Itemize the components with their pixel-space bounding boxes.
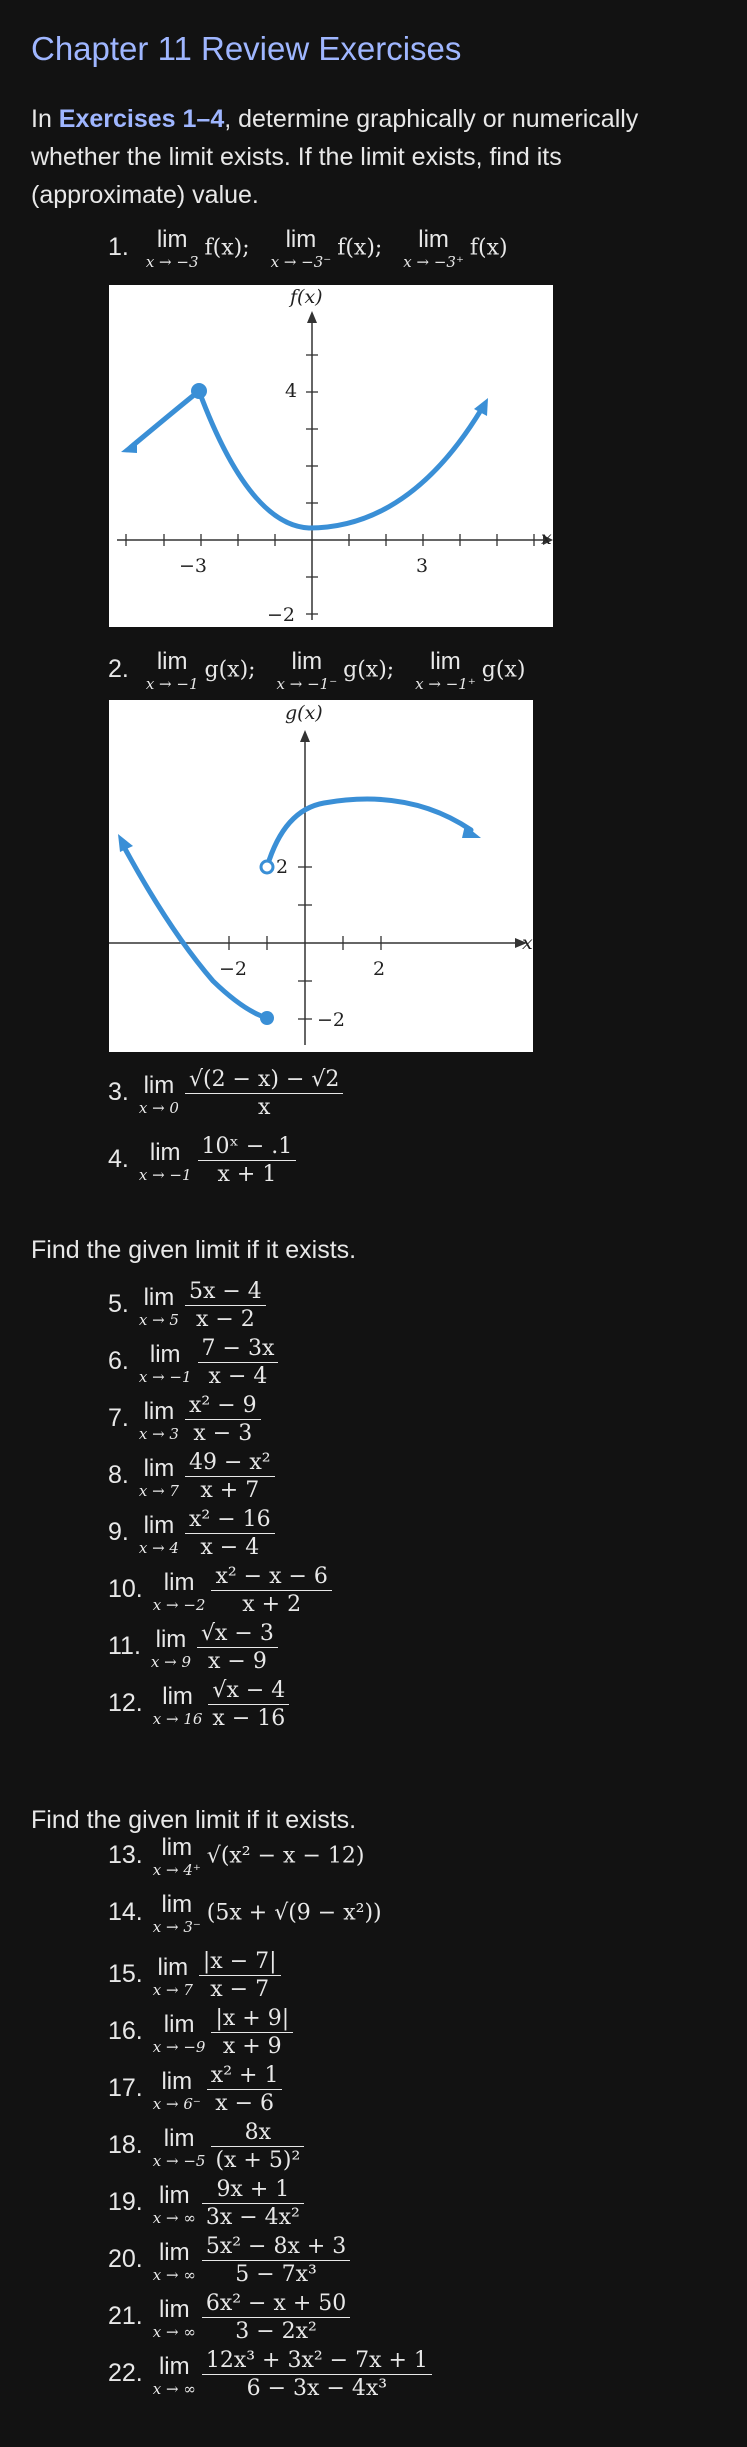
y-axis-label: g(x)	[285, 702, 323, 724]
limit-operator: lim x → −3⁻	[270, 226, 332, 271]
exercise-number: 19.	[108, 2188, 143, 2217]
function-expr: g(x);	[343, 657, 395, 683]
exercise-item	[108, 2062, 282, 2117]
exercise-item	[108, 1891, 382, 1935]
exercise-item	[108, 1392, 261, 1447]
fraction: $\frac{\text{10ˣ − .1}}{x + 1}$	[198, 1133, 297, 1188]
y-axis-label: f(x)	[290, 286, 323, 308]
exercise-item	[108, 1620, 278, 1675]
limit-operator: lim x → −9	[152, 2010, 206, 2056]
exercise-item	[108, 1834, 364, 1878]
y-tick-label: −2	[317, 1009, 346, 1031]
limit-operator: lim x → ∞	[152, 2238, 196, 2284]
limit-operator: lim x → 0	[138, 1071, 179, 1117]
exercise-number: 9.	[108, 1518, 129, 1547]
exercise-number: 15.	[108, 1960, 143, 1989]
exercise-item	[108, 2347, 432, 2402]
fraction: $\frac{5x - 4}{x - 2}$	[185, 1278, 266, 1333]
y-tick-label: 2	[276, 856, 289, 878]
limit-operator: lim x → −2	[152, 1568, 206, 1614]
function-expr: f(x)	[469, 235, 508, 261]
exercise-number: 3.	[108, 1078, 129, 1107]
exercise-number: 18.	[108, 2131, 143, 2160]
function-expr: g(x);	[204, 657, 256, 683]
fraction: $\frac{\text{x² − 9}}{x - 3}$	[185, 1392, 261, 1447]
limit-operator: lim x → −1	[138, 1340, 192, 1386]
exercise-number: 16.	[108, 2017, 143, 2046]
exercise-number: 5.	[108, 1290, 129, 1319]
x-tick-label: 2	[373, 958, 386, 980]
limit-operator: lim x → 4	[138, 1511, 179, 1557]
limit-operator: lim x → −1⁻	[276, 648, 338, 693]
limit-operator: lim x → 5	[138, 1283, 179, 1329]
fraction: $\frac{\text{5x² − 8x + 3}}{\text{5 − 7x³}}$	[202, 2233, 350, 2288]
fraction: $\frac{\text{6x² − x + 50}}{\text{3 − 2x²}}$	[202, 2290, 350, 2345]
fraction: $\frac{|x - 7|}{x - 7}$	[199, 1948, 281, 2003]
limit-operator: lim x → −1⁺	[415, 648, 476, 693]
intro-paragraph	[31, 100, 721, 214]
exercise-1	[108, 226, 508, 270]
graph-background	[109, 700, 533, 1052]
fraction: $\frac{8x}{\text{(x + 5)²}}$	[211, 2119, 304, 2174]
fraction: $\frac{\text{x² − x − 6}}{x + 2}$	[211, 1563, 331, 1618]
limit-operator: lim x → 4⁺	[152, 1834, 201, 1879]
exercise-item	[108, 1563, 332, 1618]
limit-operator: lim x → 16	[152, 1682, 203, 1728]
exercise-number: 12.	[108, 1689, 143, 1718]
section-heading: Find the given limit if it exists.	[31, 1236, 357, 1264]
expression: √(x² − x − 12)	[206, 1843, 365, 1869]
x-axis-label: x	[522, 932, 533, 954]
x-tick-label: −2	[219, 958, 248, 980]
fraction: $\frac{√x - 3}{x - 9}$	[197, 1620, 278, 1675]
limit-operator: lim x → −1	[145, 648, 199, 693]
fraction: $\frac{\text{x² + 1}}{x - 6}$	[207, 2062, 283, 2117]
limit-operator: lim x → ∞	[152, 2295, 196, 2341]
limit-operator: lim x → 7	[152, 1953, 193, 1999]
x-tick-label: 3	[416, 555, 429, 577]
exercise-number: 21.	[108, 2302, 143, 2331]
limit-operator: lim x → 9	[150, 1625, 192, 1671]
exercise-item	[108, 2119, 304, 2174]
exercise-number: 11.	[108, 1632, 141, 1661]
expression: (5x + √(9 − x²))	[206, 1900, 382, 1926]
exercise-item	[108, 2005, 293, 2060]
exercise-4	[108, 1133, 296, 1188]
section-heading: Find the given limit if it exists.	[31, 1806, 357, 1834]
exercise-number: 8.	[108, 1461, 129, 1490]
exercise-item	[108, 2176, 304, 2231]
graph-f	[109, 285, 553, 627]
exercise-item	[108, 1278, 266, 1333]
function-expr: f(x);	[337, 235, 383, 261]
exercise-number: 2.	[108, 654, 129, 683]
exercise-number: 6.	[108, 1347, 129, 1376]
exercise-number: 4.	[108, 1145, 129, 1174]
limit-operator: lim x → 7	[138, 1454, 179, 1500]
exercise-item	[108, 1948, 281, 2003]
fraction: $\frac{√x - 4}{x - 16}$	[208, 1677, 289, 1732]
function-expr: g(x)	[481, 657, 526, 683]
limit-operator: lim x → −5	[152, 2124, 206, 2170]
limit-operator: lim x → −3	[145, 226, 199, 271]
exercise-number: 22.	[108, 2359, 143, 2388]
fraction: $\frac{|x + 9|}{x + 9}$	[211, 2005, 293, 2060]
fraction: $\frac{√(2 - x) - √2}{x}$	[185, 1066, 343, 1121]
function-expr: f(x);	[204, 235, 250, 261]
limit-operator: lim x → −1	[138, 1138, 192, 1184]
limit-operator: lim x → 3⁻	[152, 1891, 201, 1936]
exercise-item	[108, 2290, 350, 2345]
exercise-number: 13.	[108, 1840, 143, 1869]
limit-operator: lim x → ∞	[152, 2352, 196, 2398]
exercise-number: 17.	[108, 2074, 143, 2103]
limit-operator: lim x → −3⁺	[403, 226, 464, 271]
limit-operator: lim x → 6⁻	[152, 2067, 201, 2113]
chapter-title: Chapter 11 Review Exercises	[31, 30, 462, 67]
exercise-3	[108, 1066, 343, 1121]
x-axis-label: x	[541, 527, 552, 549]
exercise-item	[108, 1677, 289, 1732]
exercise-2	[108, 648, 525, 692]
intro-text: , determine graphically or numerically whether the limit exists. If the limit exists, find its (approximate) value.	[31, 105, 639, 209]
closed-point	[191, 383, 207, 399]
intro-prefix: In	[31, 105, 59, 133]
limit-operator: lim x → ∞	[152, 2181, 196, 2227]
fraction: $\frac{\text{12x³ + 3x² − 7x + 1}}{\text{6 − 3x − 4x³}}$	[202, 2347, 432, 2402]
limit-operator: lim x → 3	[138, 1397, 179, 1443]
exercise-number: 10.	[108, 1575, 143, 1604]
exercise-number: 7.	[108, 1404, 129, 1433]
fraction: $\frac{9x + 1}{\text{3x − 4x²}}$	[202, 2176, 304, 2231]
exercise-number: 1.	[108, 232, 129, 261]
graph-background	[109, 285, 553, 627]
exercise-number: 14.	[108, 1897, 143, 1926]
x-tick-label: −3	[179, 555, 208, 577]
open-point	[261, 861, 273, 873]
exercise-number: 20.	[108, 2245, 143, 2274]
exercise-item	[108, 1506, 275, 1561]
exercise-item	[108, 1335, 278, 1390]
closed-point	[260, 1011, 274, 1025]
y-tick-label: 4	[285, 380, 298, 402]
graph-g	[109, 700, 533, 1052]
fraction: $\frac{\text{49 − x²}}{x + 7}$	[185, 1449, 275, 1504]
exercises-link[interactable]: Exercises 1–4	[58, 105, 225, 133]
exercise-item	[108, 1449, 275, 1504]
fraction: $\frac{\text{x² − 16}}{x - 4}$	[185, 1506, 275, 1561]
fraction: $\frac{7 - 3x}{x - 4}$	[198, 1335, 279, 1390]
exercise-item	[108, 2233, 350, 2288]
y-tick-label: −2	[267, 604, 296, 626]
